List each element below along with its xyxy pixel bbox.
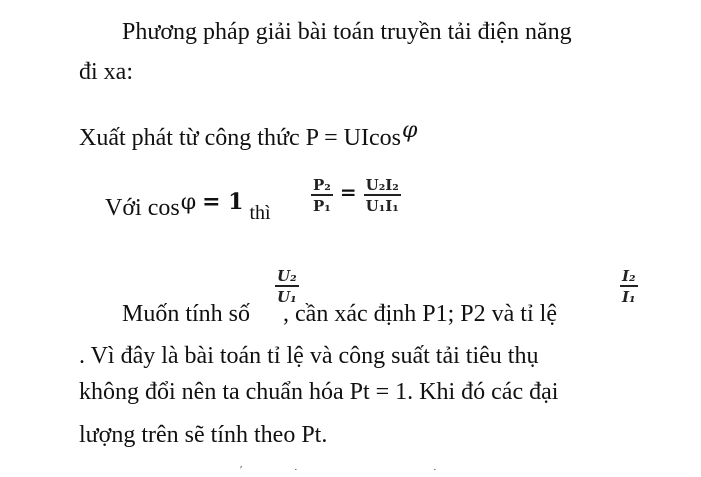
formula-line xyxy=(79,118,418,153)
current-ratio-denominator: I₁ xyxy=(622,288,636,306)
then-text: thì xyxy=(249,202,271,224)
power-ratio-equation xyxy=(311,177,401,214)
paragraph-text-3: lượng trên sẽ tính theo Pt. xyxy=(79,422,328,448)
cropped-mark-left: ′ xyxy=(240,464,243,476)
power-ratio-fraction xyxy=(311,177,333,214)
power-ratio-numerator: P₂ xyxy=(313,176,331,194)
with-prefix-text: Với cos xyxy=(105,195,180,221)
heading-text-2: đi xa: xyxy=(79,59,133,85)
ratio-sentence-rest: , cần xác định P1; P2 và tỉ lệ xyxy=(283,301,557,327)
current-ratio-numerator: I₂ xyxy=(622,267,636,285)
current-ratio-frac-body xyxy=(620,268,638,305)
ui-ratio-numerator: U₂I₂ xyxy=(365,176,399,194)
heading-line-1 xyxy=(122,18,572,46)
voltage-ratio-numerator: U₂ xyxy=(277,267,297,285)
equals-one-text: = 1 xyxy=(202,189,244,215)
equals-sign: = xyxy=(339,179,357,204)
ratio-sentence-line xyxy=(122,300,557,328)
cropped-mark-middle: · xyxy=(294,464,298,476)
voltage-ratio-denominator: U₁ xyxy=(277,288,297,306)
paragraph-line-1 xyxy=(79,342,642,370)
formula-intro-text: Xuất phát từ công thức P = UIcos xyxy=(79,125,401,151)
power-ratio-denominator: P₁ xyxy=(313,197,331,215)
paragraph-line-3 xyxy=(79,421,327,449)
muon-tinh-text: Muốn tính số xyxy=(122,301,251,327)
cropped-mark-right: · xyxy=(433,464,437,476)
paragraph-line-2 xyxy=(79,378,642,406)
phi-symbol-2: φ xyxy=(180,190,197,215)
paragraph-text-1: . Vì đây là bài toán tỉ lệ và công suất tải tiêu thụ xyxy=(79,343,539,369)
ui-ratio-fraction xyxy=(364,177,401,214)
heading-line-2 xyxy=(79,58,133,86)
heading-text-1: Phương pháp giải bài toán truyền tải điện năng xyxy=(122,19,572,45)
paragraph-text-2: không đổi nên ta chuẩn hóa Pt = 1. Khi đó các đại xyxy=(79,379,559,405)
ui-ratio-denominator: U₁I₁ xyxy=(365,197,399,215)
current-ratio-fraction xyxy=(620,268,638,305)
phi-symbol: φ xyxy=(401,118,418,143)
condition-line xyxy=(105,189,271,224)
